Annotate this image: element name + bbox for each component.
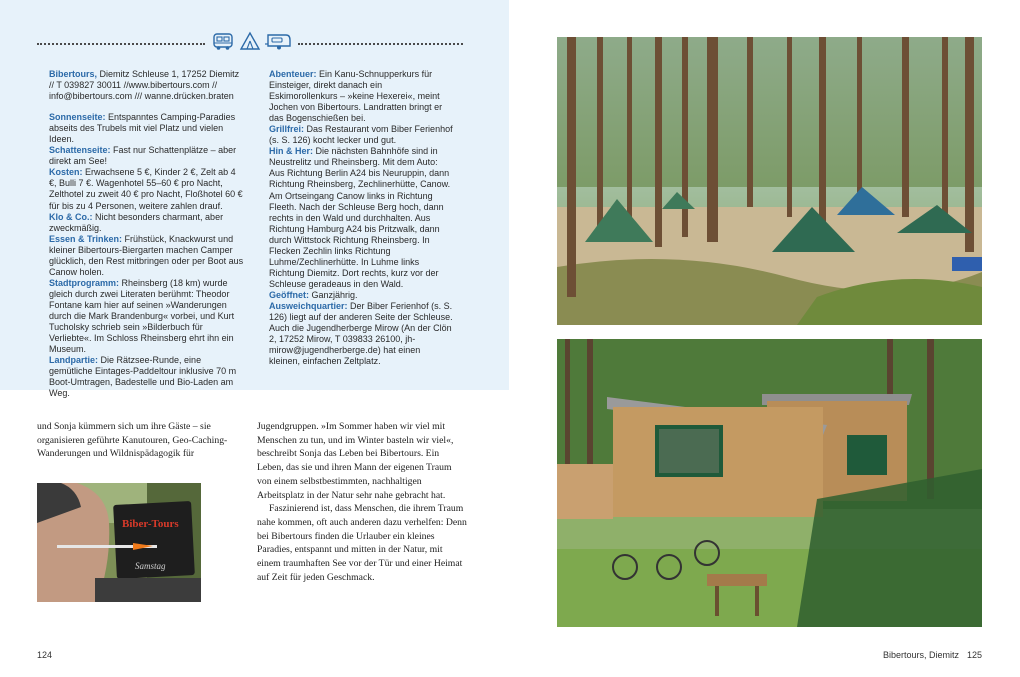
info-left-entry [37, 112, 245, 145]
info-text: Rheinsberg (18 km) wurde gleich durch zwei Literaten berühmt: Theodor Fontane kam hier auf seinen »Wanderungen durch die Mark Brandenburg« vorbei, und Kurt Tucholsky schrieb sein »Bilderbuch für Verliebte«. Im Schloss Rheinsberg ehrt ihn ein Museum. [49, 277, 235, 355]
info-text: Die Rätzsee-Runde, eine gemütliche Eintages-Paddeltour inklusive 70 m Boot-Umtragen, Badestelle und Bio-Laden am Weg. [49, 355, 237, 399]
info-gap [37, 102, 245, 112]
info-right-entry [257, 290, 453, 301]
body-text-left [37, 420, 237, 461]
caravan-icon [264, 31, 294, 51]
sign-text-day: Samstag [135, 561, 166, 571]
body-text-right [257, 420, 467, 584]
page-number-left: 124 [37, 650, 53, 660]
info-text: Diemitz Schleuse 1, 17252 Diemitz // T 039827 30011 //www.bibertours.com // info@bibertours.com /// wanne.drücken.braten [49, 69, 240, 102]
info-left-entry [37, 234, 245, 278]
info-column-right [257, 69, 453, 367]
info-text: Der Biber Ferienhof (s. S. 126) liegt auf der anderen Seite der Schleuse. Auch die Jugendherberge Mirow (An der Clön 2, 17252 Mirow, T 039833 26100, jh-mirow@jugendherberge.de) hat einen kleinen, einfachen Zeltplatz. [269, 300, 453, 367]
page-number-right: 125 [967, 650, 983, 660]
info-left-entry [37, 167, 245, 211]
info-label: Schattenseite: [49, 145, 111, 156]
body-paragraph: und Sonja kümmern sich um ihre Gäste – sie organisieren geführte Kanutouren, Geo-Caching-Wanderungen und Wildnispädagogik für [37, 421, 228, 460]
info-label: Grillfrei: [269, 124, 305, 135]
info-right-entry [257, 69, 453, 124]
info-text: Erwachsene 5 €, Kinder 2 €, Zelt ab 4 €, Bulli 7 €. Wagenhotel 55–60 € pro Nacht, Zelthotel zu zweit 40 € pro Nacht, Floßhotel 60 € für bis zu 4 Personen, weitere zahlen drauf. [49, 167, 243, 211]
info-text: Ganzjährig. [309, 289, 358, 300]
sign-text-title: Biber-Tours [122, 518, 179, 530]
dotted-rule-left [37, 43, 205, 45]
info-left-entry [37, 355, 245, 399]
photo-campsite-tents [557, 37, 982, 325]
info-label: Hin & Her: [269, 146, 314, 157]
info-text: Frühstück, Knackwurst und kleiner Bibertours-Biergarten machen Camper glücklich, den Rest mitbringen oder per Boot aus Canow holen. [49, 233, 244, 277]
info-right-entry [257, 301, 453, 367]
info-label: Bibertours, [49, 69, 98, 79]
info-right-entry [257, 124, 453, 146]
photo-archery-sign [37, 483, 201, 602]
info-text: Das Restaurant vom Biber Ferienhof (s. S. 126) kocht lecker und gut. [269, 124, 453, 146]
info-text: Ein Kanu-Schnupperkurs für Einsteiger, direkt danach ein Eskimorollenkurs – »keine Hexerei«, meint Jochen von Bibertours. Landratten bringt er das Bogenschießen bei. [269, 69, 443, 124]
body-paragraph: Faszinierend ist, dass Menschen, die ihrem Traum nahe kommen, oft auch anderen dazu verhelfen: Denn bei Bibertours finden die Urlauber ein kleines Paradies, entspannt und mitten in der Natur, mit einem traumhaften See vor der Tür und einer Heimat auf Zeit für jeden Geschmack. [257, 503, 467, 583]
info-label: Geöffnet: [269, 289, 309, 300]
info-label: Kosten: [49, 167, 83, 178]
camper-van-icon [212, 31, 234, 51]
info-text: Nicht besonders charmant, aber zweckmäßig. [49, 211, 224, 233]
campsite-icons [212, 31, 294, 53]
info-label: Stadtprogramm: [49, 277, 120, 288]
info-left-entry [37, 212, 245, 234]
info-text: Fast nur Schattenplätze – aber direkt am See! [49, 145, 237, 167]
info-label: Abenteuer: [269, 69, 317, 79]
tent-icon [239, 31, 261, 51]
info-label: Klo & Co.: [49, 211, 93, 222]
info-label: Essen & Trinken: [49, 233, 123, 244]
info-column-left [37, 69, 245, 399]
running-head: Bibertours, Diemitz [883, 650, 960, 660]
info-text: Die nächsten Bahnhöfe sind in Neustrelitz und Rheinsberg. Mit dem Auto: Aus Richtung Berlin A24 bis Neuruppin, dann Richtung Rheinsberg, Zechlinerhütte, Canow. Am Ortseingang Canow links in Richtung Fleeth. Nach der Schleuse Berg hoch, dann rechts in den Wald und durchhalten. Aus Richtung Hamburg A24 bis Pritzwalk, dann durch Wittstock Richtung Rheinsberg. In Flecken Zechlin links Richtung Luhme/Zechlinerhütte. In Luhme links Richtung Diemitz. Dort rechts, kurz vor der Schleuse geradeaus in den Wald. [269, 146, 451, 289]
info-label: Landpartie: [49, 355, 99, 366]
info-text: Entspanntes Camping-Paradies abseits des Trubels mit viel Platz und vielen Ideen. [49, 112, 236, 145]
dotted-rule-right [298, 43, 463, 45]
info-label: Ausweichquartier: [269, 300, 348, 311]
info-box [0, 0, 509, 399]
info-left-entry [37, 145, 245, 167]
body-paragraph: Jugendgruppen. »Im Sommer haben wir viel mit Menschen zu tun, und im Winter basteln wir viel«, beschreibt Sonja das Leben bei Bibertours. Ein Leben, das sie und ihren Mann der eigenen Traum von einem selbstbestimmten, nachhaltigen Arbeitsplatz in der Natur sehr nahe gebracht hat. [257, 421, 454, 501]
info-right-entry [257, 146, 453, 290]
info-left-entry [37, 278, 245, 355]
info-label: Sonnenseite: [49, 112, 106, 123]
photo-wooden-wagons [557, 339, 982, 627]
info-left-entry [37, 69, 245, 102]
